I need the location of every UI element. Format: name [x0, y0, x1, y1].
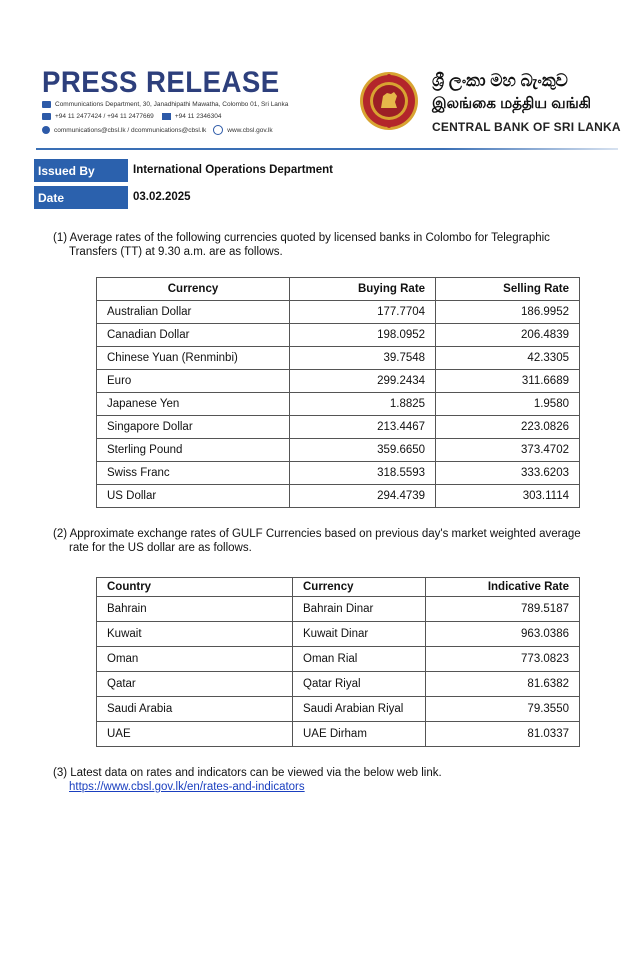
section-3-link-wrapper [53, 780, 605, 794]
email-text: communications@cbsl.lk / dcommunications@cbsl.lk [54, 126, 207, 134]
column-header-currency: Currency [293, 578, 426, 597]
column-header-country: Country [97, 578, 293, 597]
country-cell: UAE [97, 722, 293, 747]
currency-cell: Japanese Yen [97, 393, 290, 416]
gulf-rates-table [96, 577, 580, 747]
column-header-selling-rate: Selling Rate [436, 278, 580, 301]
contact-phones [42, 113, 222, 120]
header-divider [36, 148, 618, 150]
currency-cell: Oman Rial [293, 647, 426, 672]
buying-rate-cell: 198.0952 [290, 324, 436, 347]
indicative-rate-cell: 963.0386 [426, 622, 580, 647]
section-1-line-1: (1) Average rates of the following currencies quoted by licensed banks in Colombo for Telegraphic [53, 232, 550, 244]
email-icon [42, 126, 50, 134]
buying-rate-cell: 177.7704 [290, 301, 436, 324]
section-2-line-1: (2) Approximate exchange rates of GULF Currencies based on previous day's market weighted average [53, 528, 581, 540]
buying-rate-cell: 299.2434 [290, 370, 436, 393]
indicative-rate-cell: 79.3550 [426, 697, 580, 722]
selling-rate-cell: 223.0826 [436, 416, 580, 439]
table-row [97, 597, 580, 622]
issued-by-value: International Operations Department [133, 164, 334, 176]
table-row [97, 324, 580, 347]
selling-rate-cell: 311.6689 [436, 370, 580, 393]
buying-rate-cell: 213.4467 [290, 416, 436, 439]
rates-indicators-link[interactable]: https://www.cbsl.gov.lk/en/rates-and-indicators [69, 781, 305, 793]
table-row [97, 347, 580, 370]
currency-cell: Bahrain Dinar [293, 597, 426, 622]
table-row [97, 722, 580, 747]
letterhead [0, 0, 640, 150]
selling-rate-cell: 373.4702 [436, 439, 580, 462]
selling-rate-cell: 333.6203 [436, 462, 580, 485]
country-cell: Bahrain [97, 597, 293, 622]
bank-name-english: CENTRAL BANK OF SRI LANKA [432, 120, 621, 134]
indicative-rate-cell: 773.0823 [426, 647, 580, 672]
buying-rate-cell: 1.8825 [290, 393, 436, 416]
selling-rate-cell: 1.9580 [436, 393, 580, 416]
fax-text: +94 11 2346304 [174, 113, 222, 120]
section-3-text [53, 766, 605, 794]
contact-address [42, 101, 288, 108]
table-header-row [97, 578, 580, 597]
buying-rate-cell: 294.4739 [290, 485, 436, 508]
currency-cell: Chinese Yuan (Renminbi) [97, 347, 290, 370]
fax-icon [162, 113, 171, 120]
table-header-row [97, 278, 580, 301]
indicative-rate-cell: 789.5187 [426, 597, 580, 622]
table-row [97, 672, 580, 697]
currency-cell: UAE Dirham [293, 722, 426, 747]
press-release-title: PRESS RELEASE [42, 66, 280, 99]
central-bank-seal-icon [359, 68, 419, 134]
table-row [97, 370, 580, 393]
currency-cell: Sterling Pound [97, 439, 290, 462]
currency-cell: Kuwait Dinar [293, 622, 426, 647]
section-1-line-2: Transfers (TT) at 9.30 a.m. are as follows. [69, 246, 283, 258]
currency-cell: Australian Dollar [97, 301, 290, 324]
table-row [97, 622, 580, 647]
table-row [97, 416, 580, 439]
section-2-text [53, 527, 605, 555]
date-label: Date [34, 186, 128, 209]
currency-cell: US Dollar [97, 485, 290, 508]
currency-cell: Qatar Riyal [293, 672, 426, 697]
country-cell: Kuwait [97, 622, 293, 647]
phone-text: +94 11 2477424 / +94 11 2477669 [55, 113, 154, 120]
bank-name-sinhala: ශ්‍රී ලංකා මහ බැංකුව [432, 71, 568, 90]
tt-rates-table [96, 277, 580, 508]
phone-icon [42, 113, 51, 120]
table-row [97, 485, 580, 508]
section-3-line-1: (3) Latest data on rates and indicators can be viewed via the below web link. [53, 767, 442, 779]
table-row [97, 439, 580, 462]
selling-rate-cell: 186.9952 [436, 301, 580, 324]
table-row [97, 462, 580, 485]
currency-cell: Euro [97, 370, 290, 393]
table-row [97, 393, 580, 416]
column-header-buying-rate: Buying Rate [290, 278, 436, 301]
globe-icon [213, 125, 223, 135]
buying-rate-cell: 39.7548 [290, 347, 436, 370]
indicative-rate-cell: 81.6382 [426, 672, 580, 697]
selling-rate-cell: 206.4839 [436, 324, 580, 347]
website-text: www.cbsl.gov.lk [227, 126, 273, 134]
table-row [97, 647, 580, 672]
buying-rate-cell: 318.5593 [290, 462, 436, 485]
bank-name-tamil: இலங்கை மத்திய வங்கி [432, 95, 592, 112]
buying-rate-cell: 359.6650 [290, 439, 436, 462]
table-row [97, 301, 580, 324]
currency-cell: Canadian Dollar [97, 324, 290, 347]
section-2-line-2: rate for the US dollar are as follows. [69, 542, 252, 554]
envelope-icon [42, 101, 51, 108]
country-cell: Oman [97, 647, 293, 672]
table-row [97, 697, 580, 722]
currency-cell: Singapore Dollar [97, 416, 290, 439]
currency-cell: Swiss Franc [97, 462, 290, 485]
country-cell: Qatar [97, 672, 293, 697]
indicative-rate-cell: 81.0337 [426, 722, 580, 747]
currency-cell: Saudi Arabian Riyal [293, 697, 426, 722]
column-header-currency: Currency [97, 278, 290, 301]
country-cell: Saudi Arabia [97, 697, 293, 722]
address-text: Communications Department, 30, Janadhipathi Mawatha, Colombo 01, Sri Lanka [55, 101, 289, 108]
issued-by-label: Issued By [34, 159, 128, 182]
selling-rate-cell: 303.1114 [436, 485, 580, 508]
contact-web [42, 125, 273, 135]
selling-rate-cell: 42.3305 [436, 347, 580, 370]
section-1-text [53, 231, 605, 259]
date-value: 03.02.2025 [133, 191, 191, 203]
column-header-indicative-rate: Indicative Rate [426, 578, 580, 597]
